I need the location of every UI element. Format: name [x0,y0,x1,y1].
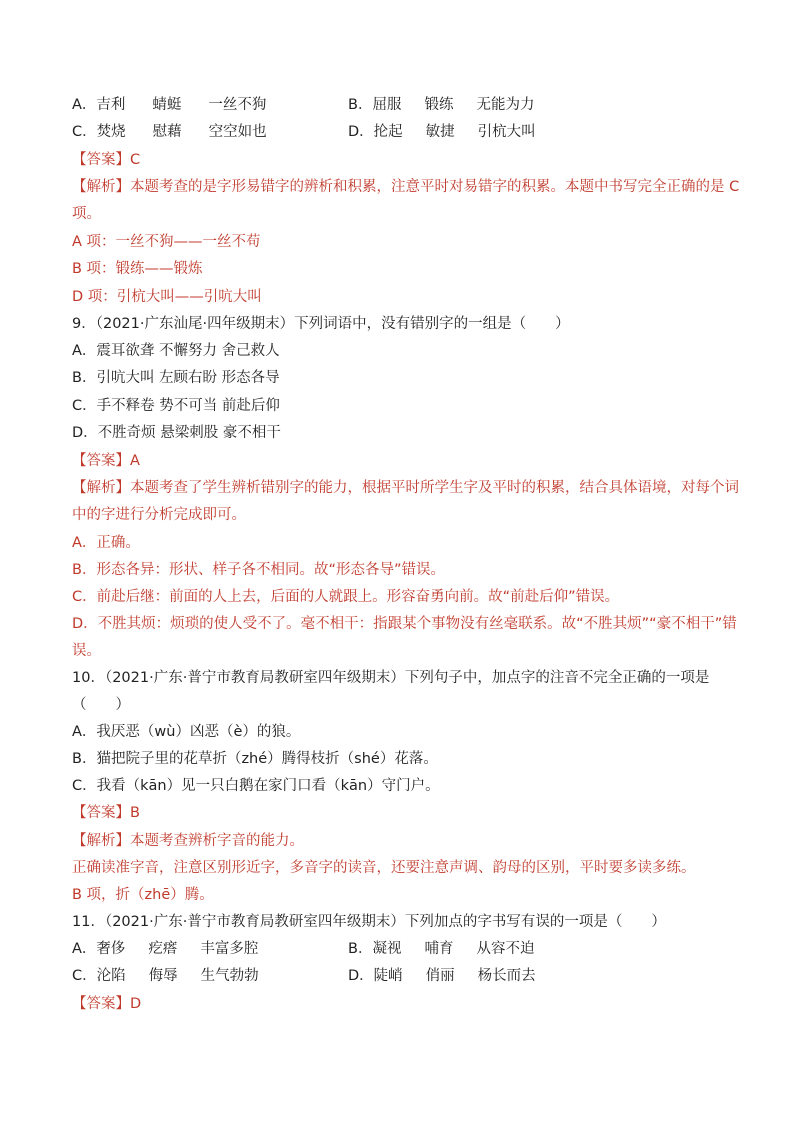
q8-option-b [348,95,534,115]
q8-analysis-line-1 [72,177,739,197]
option-word: 疙瘩 [148,941,178,957]
option-word: 吉利 [96,97,126,113]
option-word: 俏丽 [425,968,455,984]
analysis-tag: 【解析】 [72,480,130,496]
q10-analysis-line-2: 正确读准字音，注意区别形近字，多音字的读音，还要注意声调、韵母的区别，平时要多读多练。 [72,860,696,876]
q10-stem-line-2: （ ） [72,697,130,713]
option-letter: D． [348,968,374,984]
q9-explain-d-line-1: D．不胜其烦：烦琐的使人受不了。毫不相干：指跟某个事物没有丝毫联系。故“不胜其烦”“豪不相干”错 [72,616,737,632]
option-letter: D． [348,124,374,140]
q9-answer [72,451,140,471]
option-word: 蜻蜓 [152,97,182,113]
q8-option-a [72,95,266,115]
q10-option-c: C．我看（kān）见一只白鹅在家门口看（kān）守门户。 [72,778,440,794]
option-word: 侮辱 [148,968,178,984]
q8-analysis-line-2: 项。 [72,206,101,222]
q8-option-d [348,122,536,142]
answer-value: C [130,152,141,168]
analysis-text: 本题考查的是字形易错字的辨析和积累，注意平时对易错字的积累。本题中书写完全正确的是 C [130,179,740,195]
option-letter: C． [72,968,97,984]
q9-option-d: D．不胜奇烦 悬梁刺股 豪不相干 [72,425,281,441]
answer-value: D [130,996,142,1012]
option-word: 焚烧 [96,124,126,140]
q11-option-c [72,966,259,986]
q8-analysis-b-fix: B 项：锻练——锻炼 [72,261,203,277]
answer-tag: 【答案】 [72,996,130,1012]
q11-options-row-2 [72,966,752,986]
option-word: 敏捷 [425,124,455,140]
q9-option-b: B．引吭大叫 左顾右盼 形态各导 [72,370,280,386]
option-word: 慰藉 [152,124,182,140]
option-word: 丰富多腔 [200,941,259,957]
answer-value: B [130,805,140,821]
q9-analysis-line-1 [72,478,739,498]
analysis-text: 本题考查了学生辨析错别字的能力，根据平时所学生字及平时的积累，结合具体语境，对每个词 [130,480,739,496]
q8-analysis-d-fix: D 项：引杭大叫——引吭大叫 [72,289,262,305]
answer-tag: 【答案】 [72,805,130,821]
answer-tag: 【答案】 [72,152,130,168]
q9-explain-b: B．形态各异：形状、样子各不相同。故“形态各导”错误。 [72,562,445,578]
q11-option-b [348,939,534,959]
q10-option-b: B．猫把院子里的花草折（zhé）腾得枝折（shé）花落。 [72,751,438,767]
option-word: 锻练 [424,97,454,113]
q9-option-a: A．震耳欲聋 不懈努力 舍己救人 [72,343,280,359]
option-word: 一丝不狗 [208,97,267,113]
q11-stem: 11．（2021·广东·普宁市教育局教研室四年级期末）下列加点的字书写有误的一项是（ ） [72,914,666,930]
q8-options-row-2 [72,122,752,142]
option-word: 生气勃勃 [200,968,259,984]
analysis-tag: 【解析】 [72,833,130,849]
q10-answer [72,803,140,823]
q9-option-c: C．手不释卷 势不可当 前赴后仰 [72,398,280,414]
q10-option-a: A．我厌恶（wù）凶恶（è）的狼。 [72,724,301,740]
q11-option-a [72,939,258,959]
option-letter: A． [72,97,97,113]
analysis-tag: 【解析】 [72,179,130,195]
q8-analysis-a-fix: A 项：一丝不狗——一丝不苟 [72,234,261,250]
option-word: 陡峭 [373,968,403,984]
option-word: 引杭大叫 [477,124,536,140]
q8-answer [72,150,140,170]
option-word: 空空如也 [208,124,267,140]
q9-explain-c: C．前赴后继：前面的人上去，后面的人就跟上。形容奋勇向前。故“前赴后仰”错误。 [72,589,620,605]
analysis-text: 本题考查辨析字音的能力。 [130,833,304,849]
answer-tag: 【答案】 [72,453,130,469]
option-word: 奢侈 [96,941,126,957]
option-word: 抡起 [373,124,403,140]
q11-answer [72,994,141,1014]
q10-analysis-line-3: B 项，折（zhē）腾。 [72,887,214,903]
answer-value: A [130,453,140,469]
option-letter: C． [72,124,97,140]
option-word: 屈服 [372,97,402,113]
option-word: 哺育 [424,941,454,957]
option-word: 无能为力 [476,97,535,113]
q10-stem-line-1: 10．（2021·广东·普宁市教育局教研室四年级期末）下列句子中，加点字的注音不完全正确的一项是 [72,670,710,686]
option-letter: B． [348,97,373,113]
option-word: 从容不迫 [476,941,535,957]
option-word: 凝视 [372,941,402,957]
q11-options-row-1 [72,939,752,959]
q9-explain-a: A．正确。 [72,535,140,551]
option-letter: A． [72,941,97,957]
q11-option-d [348,966,536,986]
option-word: 杨长而去 [477,968,536,984]
q8-option-c [72,122,267,142]
q9-explain-d-line-2: 误。 [72,643,101,659]
option-word: 沦陷 [96,968,126,984]
option-letter: B． [348,941,373,957]
q10-analysis-line-1 [72,831,304,851]
q8-options-row-1 [72,95,752,115]
q9-stem: 9．（2021·广东汕尾·四年级期末）下列词语中，没有错别字的一组是（ ） [72,316,570,332]
q9-analysis-line-2: 中的字进行分析完成即可。 [72,507,246,523]
